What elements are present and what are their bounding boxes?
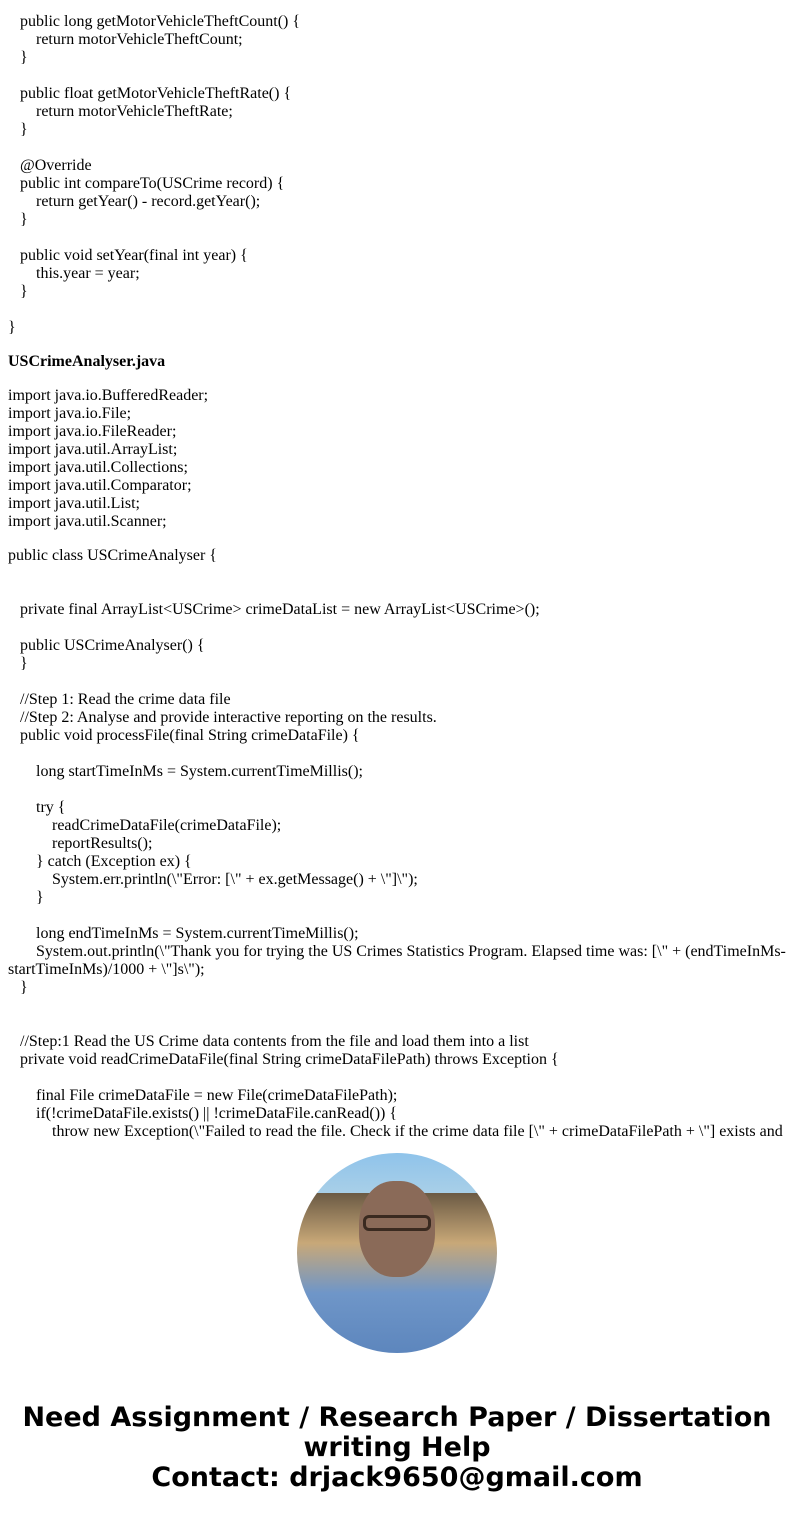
banner-line-1: Need Assignment / Research Paper / Dissertation	[22, 1402, 772, 1433]
code-block-imports: import java.io.BufferedReader; import java.io.File; import java.io.FileReader; import java.util.ArrayList; import java.util.Collections; import java.util.Comparator; import java.util.List; import java.util.Scanner;	[8, 387, 209, 530]
glasses-image	[363, 1215, 431, 1231]
banner-contact: Contact: drjack9650@gmail.com	[151, 1462, 643, 1493]
code-block-getters: public long getMotorVehicleTheftCount() { return motorVehicleTheftCount; } public float getMotorVehicleTheftRate() { return motorVehicleTheftRate; } @Override public int compareTo(USCrime record) { return getYear() - record.getYear(); } public void setYear(final int year) { this.year = year; }	[20, 13, 301, 300]
file-heading: USCrimeAnalyser.java	[8, 353, 166, 370]
contact-banner	[0, 1403, 794, 1493]
banner-line-2: writing Help	[303, 1432, 491, 1463]
document-content	[8, 0, 790, 1140]
code-block-class-body: public class USCrimeAnalyser { private final ArrayList<USCrime> crimeDataList = new ArrayList<USCrime>(); public USCrimeAnalyser() { } //Step 1: Read the crime data file //Step 2: Analyse and provide interactive reporting on the results. public void processFile(final String crimeDataFile) { long startTimeInMs = System.currentTimeMillis(); try { readCrimeDataFile(crimeDataFile); reportResults(); } catch (Exception ex) { System.err.println(\"Error: [\" + ex.getMessage() + \"]\"); } long endTimeInMs = System.currentTimeMillis(); System.out.println(\"Thank you for trying the US Crimes Statistics Program. Elapsed time was: [\" + (endTimeInMs- startTimeInMs)/1000 + \"]s\"); } //Step:1 Read the US Crime data contents from the file and load them into a list private void readCrimeDataFile(final String crimeDataFilePath) throws Exception { final File crimeDataFile = new File(crimeDataFilePath); if(!crimeDataFile.exists() || !crimeDataFile.canRead()) { throw new Exception(\"Failed to read the file. Check if the crime data file [\" + crimeDataFilePath + \"] exists and	[8, 547, 786, 1140]
code-block-class-close: }	[8, 319, 16, 336]
author-photo	[297, 1153, 497, 1353]
